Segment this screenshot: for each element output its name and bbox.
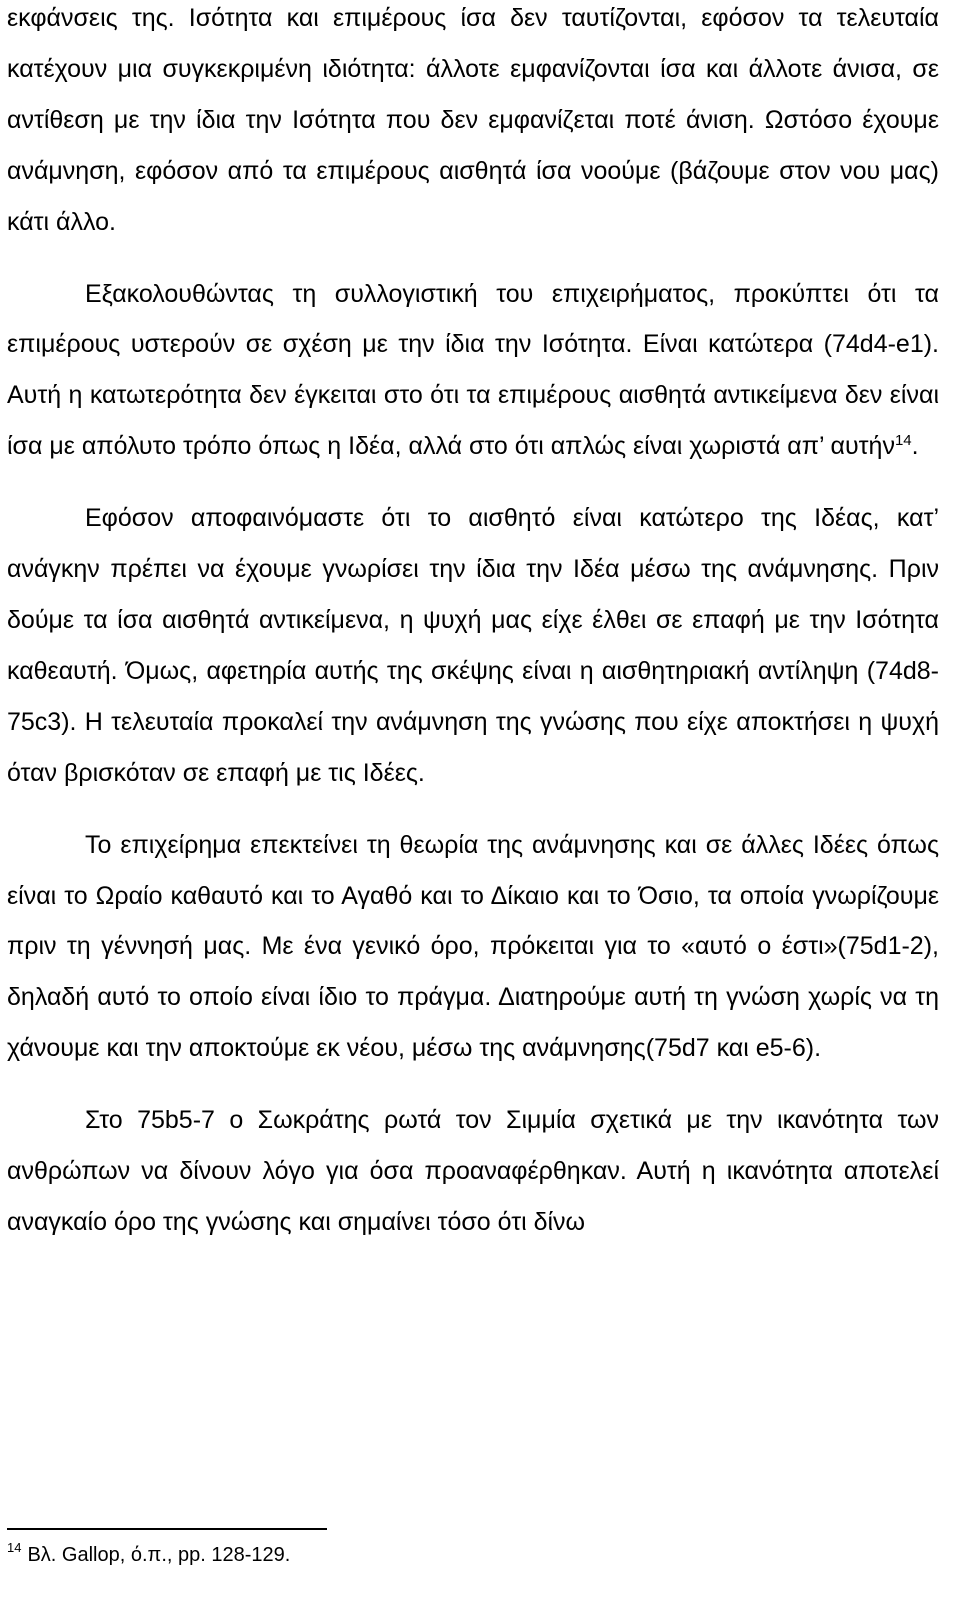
- footnote-separator: [7, 1528, 327, 1530]
- footnote-reference[interactable]: 14: [894, 432, 912, 450]
- document-page: [7, 0, 939, 1248]
- footnote-number: 14: [7, 1540, 22, 1555]
- footnote-text: Βλ. Gallop, ό.π., pp. 128-129.: [27, 1544, 291, 1566]
- paragraph-2-text: Εξακολουθώντας τη συλλογιστική του επιχειρήματος, προκύπτει ότι τα επιμέρους υστερούν σε σχέση με την ίδια την Ισότητα. Είναι κατώτερα (74d4-e1). Αυτή η κατωτερότητα δεν έγκειται στο ότι τα επιμέρους αισθητά αντικείμενα δεν είναι ίσα με απόλυτο τρόπο όπως η Ιδέα, αλλά στο ότι απλώς είναι χωριστά απ’ αυτήν: [7, 279, 939, 461]
- paragraph-1: εκφάνσεις της. Ισότητα και επιμέρους ίσα δεν ταυτίζονται, εφόσον τα τελευταία κατέχουν μια συγκεκριμένη ιδιότητα: άλλοτε εμφανίζονται ίσα και άλλοτε άνισα, σε αντίθεση με την ίδια την Ισότητα που δεν εμφανίζεται ποτέ άνιση. Ωστόσο έχουμε ανάμνηση, εφόσον από τα επιμέρους αισθητά ίσα νοούμε (βάζουμε στον νου μας) κάτι άλλο.: [7, 4, 939, 236]
- paragraph-2: [7, 269, 939, 473]
- paragraph-2-end: .: [911, 432, 919, 461]
- paragraph-5: Στο 75b5-7 ο Σωκράτης ρωτά τον Σιμμία σχετικά με την ικανότητα των ανθρώπων να δίνουν λόγο για όσα προαναφέρθηκαν. Αυτή η ικανότητα αποτελεί αναγκαίο όρο της γνώσης και σημαίνει τόσο ότι δίνω: [7, 1106, 939, 1236]
- footnote: [7, 1540, 290, 1570]
- paragraph-3: Εφόσον αποφαινόμαστε ότι το αισθητό είναι κατώτερο της Ιδέας, κατ’ ανάγκην πρέπει να έχουμε γνωρίσει την ίδια την Ιδέα μέσω της ανάμνησης. Πριν δούμε τα ίσα αισθητά αντικείμενα, η ψυχή μας είχε έλθει σε επαφή με την Ισότητα καθεαυτή. Όμως, αφετηρία αυτής της σκέψης είναι η αισθητηριακή αντίληψη (74d8-75c3). Η τελευταία προκαλεί την ανάμνηση της γνώσης που είχε αποκτήσει η ψυχή όταν βρισκόταν σε επαφή με τις Ιδέες.: [7, 504, 939, 787]
- paragraph-4: Το επιχείρημα επεκτείνει τη θεωρία της ανάμνησης και σε άλλες Ιδέες όπως είναι το Ωραίο καθαυτό και το Αγαθό και το Δίκαιο και το Όσιο, τα οποία γνωρίζουμε πριν τη γέννησή μας. Με ένα γενικό όρο, πρόκειται για το «αυτό ο έστι»(75d1-2), δηλαδή αυτό το οποίο είναι ίδιο το πράγμα. Διατηρούμε αυτή τη γνώση χωρίς να τη χάνουμε και την αποκτούμε εκ νέου, μέσω της ανάμνησης(75d7 και e5-6).: [7, 830, 939, 1063]
